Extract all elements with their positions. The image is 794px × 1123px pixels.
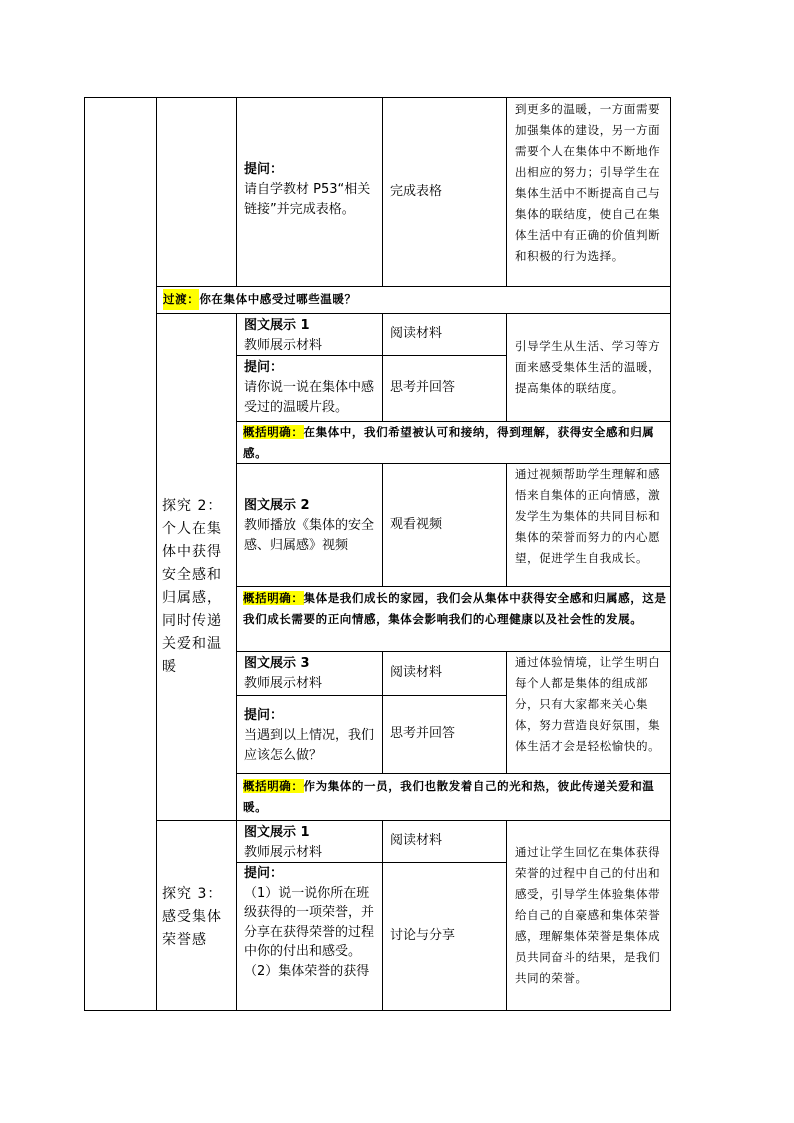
table-col3-line xyxy=(382,820,383,1010)
explore3-display1-activity: 阅读材料 xyxy=(390,833,443,848)
transition-label: 过渡： xyxy=(163,289,199,310)
display3-activity: 阅读材料 xyxy=(390,665,443,680)
prompt3-activity-cell xyxy=(390,695,502,773)
table-col4-line xyxy=(506,651,507,773)
summary1-cell xyxy=(243,422,667,464)
explore3-display1-cell xyxy=(244,823,378,863)
prompt3-cell xyxy=(244,706,378,766)
intent1-cell xyxy=(515,313,667,421)
prompt1-text: 请你说一说在集体中感受过的温暖片段。 xyxy=(244,380,375,415)
table-col2-line xyxy=(236,97,237,286)
table-col4-line xyxy=(506,97,507,286)
prompt-cell xyxy=(244,160,378,220)
summary2-label: 概括明确： xyxy=(243,591,304,605)
prompt-label: 提问： xyxy=(244,162,284,177)
design-intent-cell xyxy=(515,99,665,267)
summary1-label: 概括明确： xyxy=(243,425,304,439)
explore3-display1-text: 教师展示材料 xyxy=(244,845,323,860)
intent3-cell xyxy=(515,652,667,757)
display1-activity: 阅读材料 xyxy=(390,326,443,341)
table-row-line xyxy=(236,586,671,587)
intent3-text: 通过体验情境，让学生明白每个人都是集体的组成部分，只有大家都来关心集体，努力营造良好氛围，集体生活才会是轻松愉快的。 xyxy=(515,655,661,753)
display2-activity: 观看视频 xyxy=(390,516,443,532)
display3-label: 图文展示 3 xyxy=(244,656,310,671)
explore3-title: 探究 3：感受集体荣誉感 xyxy=(162,886,223,948)
table-border-right xyxy=(670,97,671,1010)
prompt3-label: 提问： xyxy=(244,708,284,723)
explore3-prompt-text-1: （1）说一说你所在班级获得的一项荣誉，并分享在获得荣誉的过程中你的付出和感受。 xyxy=(244,885,375,959)
explore3-prompt-cell xyxy=(244,864,380,981)
explore2-title: 探究 2：个人在集体中获得安全感和归属感，同时传递关爱和温暖 xyxy=(162,498,223,675)
activity-cell xyxy=(390,97,502,286)
design-intent-text: 到更多的温暖，一方面需要加强集体的建设，另一方面需要个人在集体中不断地作出相应的努力；引导学生在集体生活中不断提高自己与集体的联结度，使自己在集体生活中有正确的价值判断和积极的行为选择。 xyxy=(515,102,661,263)
summary1-text: 在集体中，我们希望被认可和接纳，得到理解，获得安全感和归属感。 xyxy=(243,425,655,460)
explore2-title-cell xyxy=(162,495,232,679)
display3-text: 教师展示材料 xyxy=(244,676,323,691)
summary3-cell xyxy=(243,776,667,818)
prompt1-label: 提问： xyxy=(244,360,284,375)
summary2-text: 集体是我们成长的家园，我们会从集体中获得安全感和归属感，这是我们成长需要的正向情感，集体会影响我们的心理健康以及社会性的发展。 xyxy=(243,591,667,626)
explore3-prompt-text-2: （2）集体荣誉的获得 xyxy=(244,963,370,979)
summary2-cell xyxy=(243,588,667,630)
display2-label: 图文展示 2 xyxy=(244,498,310,513)
table-col3-line xyxy=(382,313,383,421)
table-col2-line xyxy=(236,313,237,1010)
summary3-label: 概括明确： xyxy=(243,779,304,793)
prompt3-activity: 思考并回答 xyxy=(390,726,456,741)
display3-activity-cell xyxy=(390,651,502,695)
table-col4-line xyxy=(506,463,507,586)
transition-text: 你在集体中感受过哪些温暖？ xyxy=(199,292,357,306)
explore3-title-cell xyxy=(162,883,232,952)
prompt1-activity-cell xyxy=(390,355,502,421)
table-col3-line xyxy=(382,651,383,773)
table-border-col1 xyxy=(156,97,157,1010)
table-border-left xyxy=(84,97,85,1010)
display1-activity-cell xyxy=(390,313,502,355)
explore3-intent-text: 通过让学生回忆在集体获得荣誉的过程中自己的付出和感受，引导学生体验集体带给自己的自豪感和集体荣誉感，理解集体荣誉是集体成员共同奋斗的结果，是我们共同的荣誉。 xyxy=(515,844,661,985)
prompt1-cell xyxy=(244,358,378,418)
display2-activity-cell xyxy=(390,463,502,586)
display1-cell xyxy=(244,316,378,356)
display2-cell xyxy=(244,496,378,556)
prompt3-text: 当遇到以上情况，我们应该怎么做？ xyxy=(244,728,375,763)
display1-label: 图文展示 1 xyxy=(244,318,310,333)
display1-text: 教师展示材料 xyxy=(244,338,323,353)
intent2-cell xyxy=(515,464,667,569)
table-row-line xyxy=(236,773,671,774)
table-col4-line xyxy=(506,313,507,421)
table-border-top xyxy=(84,97,671,98)
table-col3-line xyxy=(382,97,383,286)
display2-text: 教师播放《集体的安全感、归属感》视频 xyxy=(244,518,375,553)
explore3-display1-activity-cell xyxy=(390,820,502,862)
intent1-text: 引导学生从生活、学习等方面来感受集体生活的温暖，提高集体的联结度。 xyxy=(515,338,661,395)
prompt1-activity: 思考并回答 xyxy=(390,380,456,395)
explore3-prompt-activity-cell xyxy=(390,862,502,1010)
explore3-prompt-label: 提问： xyxy=(244,866,284,881)
intent2-text: 通过视频帮助学生理解和感悟来自集体的正向情感，激发学生为集体的共同目标和集体的荣誉而努力的内心愿望，促进学生自我成长。 xyxy=(515,467,661,565)
prompt-text: 请自学教材 P53“相关链接”并完成表格。 xyxy=(244,182,371,217)
summary3-text: 作为集体的一员，我们也散发着自己的光和热，彼此传递关爱和温暖。 xyxy=(243,779,655,814)
table-border-bottom xyxy=(84,1010,671,1011)
table-col4-line xyxy=(506,820,507,1010)
explore3-intent-cell xyxy=(515,820,667,1010)
activity-text: 完成表格 xyxy=(390,183,443,199)
table-col3-line xyxy=(382,463,383,586)
explore3-display1-label: 图文展示 1 xyxy=(244,825,310,840)
explore3-prompt-activity: 讨论与分享 xyxy=(390,928,456,943)
transition-cell xyxy=(163,286,663,313)
display3-cell xyxy=(244,654,378,694)
